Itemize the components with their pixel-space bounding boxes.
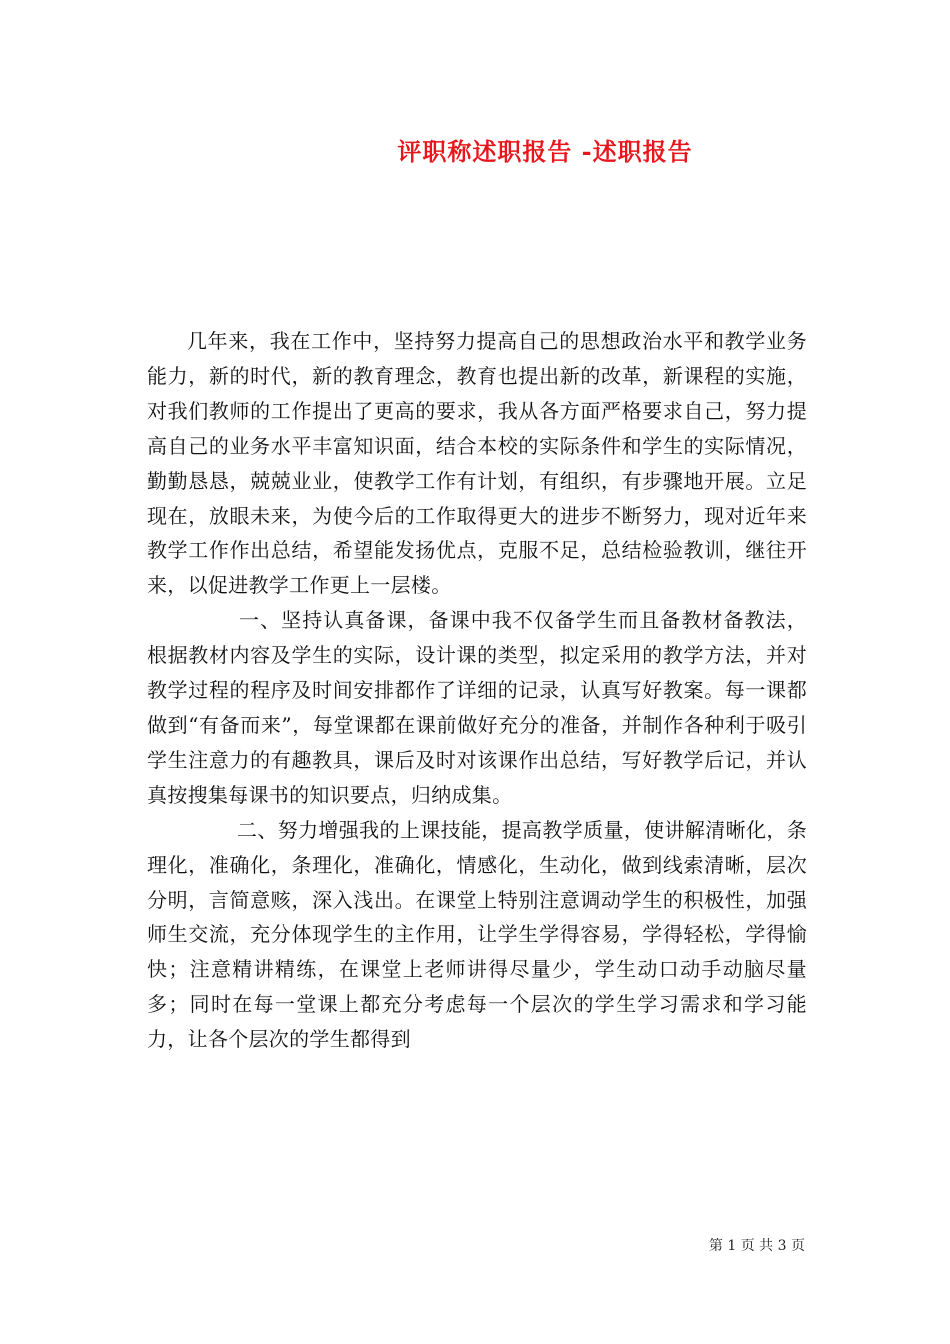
document-title: 评职称述职报告 -述职报告 (397, 137, 693, 166)
paragraph-section-2: 二、努力增强我的上课技能，提高教学质量，使讲解清晰化，条理化，准确化，条理化，准确化，情感化，生动化，做到线索清晰，层次分明，言简意赅，深入浅出。在课堂上特别注意调动学生的积极性，加强师生交流，充分体现学生的主作用，让学生学得容易，学得轻松，学得愉快；注意精讲精练，在课堂上老师讲得尽量少，学生动口动手动脑尽量多；同时在每一堂课上都充分考虑每一个层次的学生学习需求和学习能力，让各个层次的学生都得到 (147, 817, 807, 1052)
paragraph-intro: 几年来，我在工作中，坚持努力提高自己的思想政治水平和教学业务能力，新的时代，新的教育理念，教育也提出新的改革，新课程的实施，对我们教师的工作提出了更高的要求，我从各方面严格要求自己，努力提高自己的业务水平丰富知识面，结合本校的实际条件和学生的实际情况，勤勤恳恳，兢兢业业，使教学工作有计划，有组织，有步骤地开展。立足现在，放眼未来，为使今后的工作取得更大的进步不断努力，现对近年来教学工作作出总结，希望能发扬优点，克服不足，总结检验教训，继往开来，以促进教学工作更上一层楼。 (147, 329, 807, 598)
document-body (147, 324, 807, 1057)
paragraph-section-1: 一、坚持认真备课，备课中我不仅备学生而且备教材备教法，根据教材内容及学生的实际，设计课的类型，拟定采用的教学方法，并对教学过程的程序及时间安排都作了详细的记录，认真写好教案。每一课都做到“有备而来”，每堂课都在课前做好充分的准备，并制作各种利于吸引学生注意力的有趣教具，课后及时对该课作出总结，写好教学后记，并认真按搜集每课书的知识要点，归纳成集。 (147, 608, 807, 807)
page-number: 第 1 页 共 3 页 (708, 1238, 805, 1254)
